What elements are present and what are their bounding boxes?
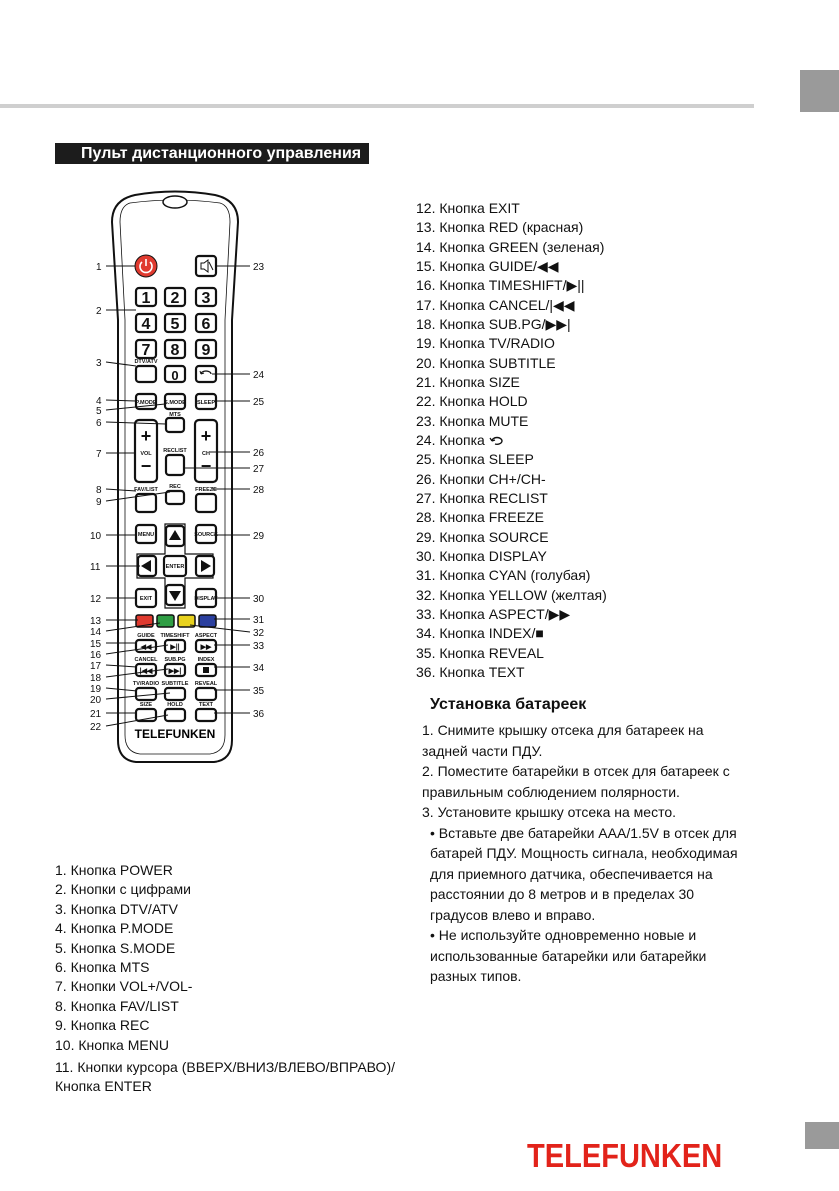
svg-text:CH: CH (202, 451, 210, 457)
battery-step-3: 3. Установите крышку отсека на место. (422, 804, 677, 820)
digit-4: 4 (141, 316, 151, 333)
subtitle-button (165, 688, 185, 700)
svg-text:7: 7 (96, 449, 102, 460)
svg-text:SUBTITLE: SUBTITLE (161, 681, 189, 687)
svg-text:TV/RADIO: TV/RADIO (132, 681, 160, 687)
svg-text:11: 11 (90, 562, 101, 573)
list-item: 22. Кнопка HOLD (416, 393, 528, 410)
battery-step-1: 1. Снимите крышку отсека для батареек на задней части ПДУ. (422, 722, 704, 759)
svg-text:▶▶: ▶▶ (200, 644, 212, 651)
blue-button (199, 615, 216, 627)
list-item: 35. Кнопка REVEAL (416, 644, 544, 661)
svg-text:32: 32 (253, 628, 265, 639)
digit-6: 6 (201, 316, 211, 333)
svg-text:27: 27 (253, 464, 265, 475)
list-item: 25. Кнопка SLEEP (416, 451, 534, 468)
svg-text:SIZE: SIZE (139, 702, 153, 708)
svg-text:12: 12 (90, 594, 102, 605)
list-item: 6. Кнопка MTS (55, 959, 150, 976)
list-item: 23. Кнопка MUTE (416, 412, 529, 429)
list-item-label: 24. Кнопка (416, 431, 485, 448)
svg-text:22: 22 (90, 722, 102, 733)
svg-text:19: 19 (90, 684, 102, 695)
svg-text:VOL: VOL (140, 451, 152, 457)
battery-note-1: • Вставьте две батарейки AAA/1.5V в отсек для батарей ПДУ. Мощность сигнала, необходимая для приемного датчика, обеспечивается на расстоянии до 8 метров и в пределах 30 градусов влево и вправо. (430, 824, 738, 923)
callout-numbers-left (90, 262, 102, 733)
button-list-right (416, 199, 607, 682)
list-item: 13. Кнопка RED (красная) (416, 219, 584, 236)
mts-button (166, 418, 184, 432)
list-item: 27. Кнопка RECLIST (416, 489, 548, 506)
svg-text:30: 30 (253, 594, 265, 605)
list-item-return (416, 431, 607, 450)
list-item: 1. Кнопка POWER (55, 862, 173, 878)
svg-text:13: 13 (90, 616, 102, 627)
reveal-button (196, 688, 216, 700)
ir-window (163, 196, 187, 208)
digit-1: 1 (141, 290, 151, 307)
digit-3: 3 (201, 290, 211, 307)
svg-text:P.MODE: P.MODE (135, 400, 157, 406)
svg-text:RECLIST: RECLIST (163, 448, 187, 454)
list-item: 12. Кнопка EXIT (416, 200, 520, 216)
svg-text:SUB.PG: SUB.PG (164, 657, 186, 663)
svg-text:HOLD: HOLD (167, 702, 183, 708)
dtv-button (136, 366, 156, 382)
text-button (196, 709, 216, 721)
svg-text:21: 21 (90, 709, 102, 720)
list-item: 29. Кнопка SOURCE (416, 528, 549, 545)
list-item: 15. Кнопка GUIDE/◀◀ (416, 257, 559, 274)
svg-text:S.MODE: S.MODE (164, 400, 186, 406)
section-title: Пульт дистанционного управления (55, 143, 369, 164)
list-item: 28. Кнопка FREEZE (416, 509, 544, 526)
svg-text:25: 25 (253, 397, 265, 408)
svg-text:18: 18 (90, 673, 102, 684)
list-item: 16. Кнопка TIMESHIFT/▶|| (416, 277, 585, 294)
digit-7: 7 (141, 342, 151, 359)
digit-2: 2 (170, 290, 180, 307)
svg-text:ASPECT: ASPECT (194, 633, 218, 639)
svg-text:FREEZE: FREEZE (195, 487, 217, 493)
svg-text:20: 20 (90, 695, 102, 706)
svg-text:26: 26 (253, 448, 265, 459)
svg-text:◀◀: ◀◀ (140, 644, 152, 651)
list-item: 9. Кнопка REC (55, 1017, 150, 1034)
list-item: 32. Кнопка YELLOW (желтая) (416, 586, 607, 603)
digit-0: 0 (171, 368, 179, 383)
svg-text:TIMESHIFT: TIMESHIFT (160, 633, 190, 639)
svg-text:9: 9 (96, 497, 102, 508)
list-item: 8. Кнопка FAV/LIST (55, 997, 179, 1014)
callout-numbers-right (253, 262, 265, 720)
return-icon (489, 435, 505, 447)
svg-text:REVEAL: REVEAL (194, 681, 218, 687)
list-item: 34. Кнопка INDEX/■ (416, 625, 544, 642)
svg-text:35: 35 (253, 686, 265, 697)
svg-text:−: − (140, 456, 152, 476)
list-item: 17. Кнопка CANCEL/|◀◀ (416, 296, 575, 313)
svg-text:INDEX: INDEX (197, 657, 215, 663)
svg-text:15: 15 (90, 639, 102, 650)
svg-text:31: 31 (253, 615, 265, 626)
svg-text:SLEEP: SLEEP (196, 400, 216, 406)
svg-text:16: 16 (90, 650, 102, 661)
battery-step-2: 2. Поместите батарейки в отсек для батареек с правильным соблюдением полярности. (422, 763, 730, 800)
svg-text:+: + (200, 426, 212, 446)
svg-text:MTS: MTS (169, 412, 181, 418)
svg-text:33: 33 (253, 641, 265, 652)
svg-text:SOURCE: SOURCE (194, 532, 218, 538)
list-item: 30. Кнопка DISPLAY (416, 547, 547, 564)
list-item: 4. Кнопка P.MODE (55, 920, 174, 937)
svg-text:5: 5 (96, 406, 102, 417)
svg-text:4: 4 (96, 396, 102, 407)
list-item: 7. Кнопки VOL+/VOL- (55, 978, 193, 995)
svg-text:17: 17 (90, 661, 102, 672)
svg-text:2: 2 (96, 306, 102, 317)
digit-5: 5 (170, 316, 180, 333)
svg-text:23: 23 (253, 262, 265, 273)
svg-text:ENTER: ENTER (165, 564, 185, 570)
button-list-left (55, 861, 395, 1096)
green-button (157, 615, 174, 627)
svg-text:▶▶|: ▶▶| (168, 668, 182, 675)
list-item: 31. Кнопка CYAN (голубая) (416, 567, 591, 584)
freeze-button (196, 494, 216, 512)
svg-text:EXIT: EXIT (139, 596, 153, 602)
brand-logo: TELEFUNKEN (527, 1137, 723, 1174)
list-item: 3. Кнопка DTV/ATV (55, 900, 179, 917)
svg-text:GUIDE: GUIDE (137, 633, 155, 639)
svg-text:−: − (200, 456, 212, 476)
svg-text:14: 14 (90, 627, 102, 638)
svg-text:10: 10 (90, 531, 102, 542)
svg-text:▶||: ▶|| (170, 644, 180, 651)
svg-text:3: 3 (96, 358, 102, 369)
svg-text:REC: REC (169, 484, 181, 490)
svg-text:MENU: MENU (137, 532, 155, 538)
list-item: 26. Кнопки CH+/CH- (416, 470, 546, 487)
list-item: 5. Кнопка S.MODE (55, 939, 176, 956)
svg-text:TEXT: TEXT (198, 702, 214, 708)
list-item: 10. Кнопка MENU (55, 1036, 169, 1053)
battery-instructions (416, 720, 746, 987)
svg-text:1: 1 (96, 262, 102, 273)
dtv-label: DTV/ATV (134, 359, 158, 365)
svg-text:+: + (140, 426, 152, 446)
rec-button (166, 491, 184, 504)
svg-text:CANCEL: CANCEL (134, 657, 158, 663)
svg-text:28: 28 (253, 485, 265, 496)
svg-text:36: 36 (253, 709, 265, 720)
list-item: 20. Кнопка SUBTITLE (416, 354, 556, 371)
svg-text:8: 8 (96, 485, 102, 496)
mute-button (196, 256, 216, 276)
list-item: 2. Кнопки с цифрами (55, 881, 191, 898)
svg-text:29: 29 (253, 531, 265, 542)
battery-note-2: • Не используйте одновременно новые и использованные батарейки или батарейки разных типов. (430, 927, 707, 984)
tvradio-button (136, 688, 156, 700)
list-item: 36. Кнопка TEXT (416, 663, 525, 680)
svg-text:24: 24 (253, 370, 265, 381)
svg-text:34: 34 (253, 663, 265, 674)
digit-9: 9 (201, 342, 211, 359)
list-item: 21. Кнопка SIZE (416, 373, 520, 390)
list-item: 14. Кнопка GREEN (зеленая) (416, 238, 605, 255)
list-item: 18. Кнопка SUB.PG/▶▶| (416, 315, 571, 332)
reclist-button (166, 455, 184, 475)
list-item: 11. Кнопки курсора (ВВЕРХ/ВНИЗ/ВЛЕВО/ВПРАВО)/Кнопка ENTER (55, 1059, 395, 1095)
svg-text:6: 6 (96, 418, 102, 429)
svg-text:|◀◀: |◀◀ (139, 668, 153, 675)
svg-text:FAV/LIST: FAV/LIST (134, 487, 158, 493)
battery-title: Установка батареек (430, 696, 587, 713)
svg-text:DISPLAY: DISPLAY (194, 596, 218, 602)
digit-8: 8 (170, 342, 180, 359)
list-item: 33. Кнопка ASPECT/▶▶ (416, 605, 571, 622)
remote-brand: TELEFUNKEN (134, 727, 216, 741)
list-item: 19. Кнопка TV/RADIO (416, 335, 555, 352)
